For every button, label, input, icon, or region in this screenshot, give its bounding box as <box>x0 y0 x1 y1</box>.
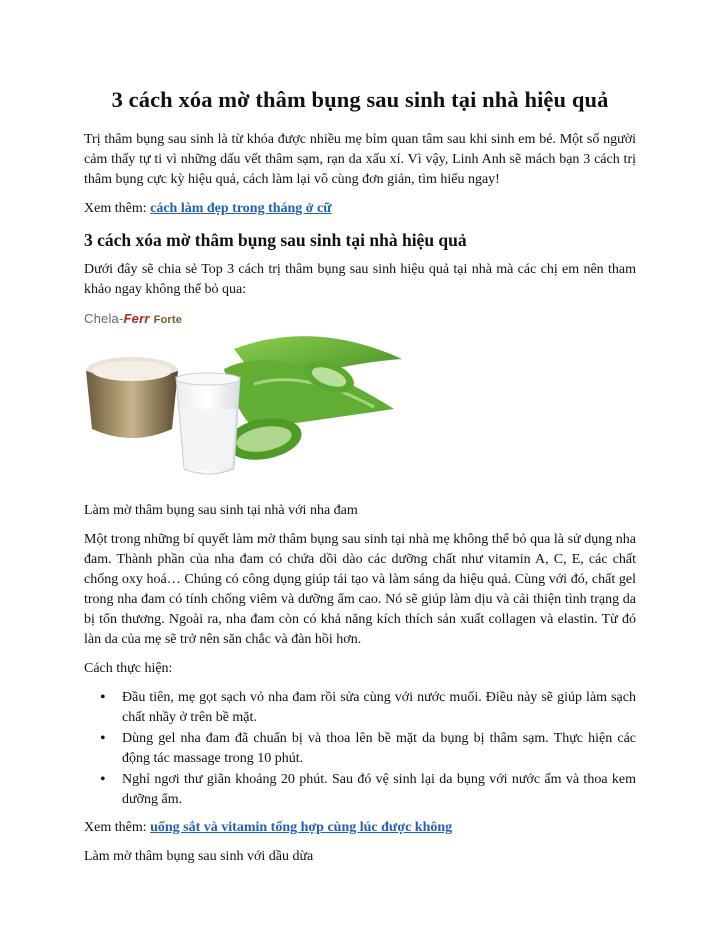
see-also-2 <box>84 818 636 838</box>
method1-steps-list <box>84 688 636 810</box>
method2-title: Làm mờ thâm bụng sau sinh với dầu dừa <box>84 849 314 864</box>
article-content <box>84 86 636 876</box>
see-also-1 <box>84 199 636 219</box>
intro-paragraph: Trị thâm bụng sau sinh là từ khóa được nhiều mẹ bỉm quan tâm sau khi sinh em bé. Một số người cảm thấy tự ti vì những dấu vết thâm sạm, rạn da xấu xí. Vì vậy, Linh Anh sẽ mách bạn 3 cách trị thâm bụng cực kỳ hiệu quả, cách làm lại vô cùng đơn giản, tìm hiểu ngay! <box>84 132 636 187</box>
see-also-prefix: Xem thêm: <box>84 201 151 216</box>
section-intro: Dưới đây sẽ chia sẻ Top 3 cách trị thâm bụng sau sinh hiệu quả tại nhà mà các chị em nên tham khảo ngay không thể bỏ qua: <box>84 262 636 297</box>
method1-title: Làm mờ thâm bụng sau sinh tại nhà với nha đam <box>84 503 358 518</box>
chela-ferr-logo <box>84 311 182 326</box>
list-item: • Dùng gel nha đam đã chuẩn bị và thoa lên bề mặt da bụng bị thâm sạm. Thực hiện các động tác massage trong 10 phút. <box>122 729 636 769</box>
list-item: • Nghỉ ngơi thư giãn khoảng 20 phút. Sau đó vệ sinh lại da bụng với nước ấm và thoa kem dưỡng ẩm. <box>122 770 636 810</box>
logo-text-ferr: Ferr <box>123 311 150 326</box>
aloe-illustration <box>84 309 406 483</box>
logo-text-forte: Forte <box>153 314 183 326</box>
page-title: 3 cách xóa mờ thâm bụng sau sinh tại nhà hiệu quả <box>111 87 609 112</box>
see-also-prefix: Xem thêm: <box>84 820 151 835</box>
method1-howto-label: Cách thực hiện: <box>84 661 173 676</box>
method1-body: Một trong những bí quyết làm mờ thâm bụng sau sinh tại nhà mẹ không thể bỏ qua là sử dụng nha đam. Thành phần của nha đam có chứa dồi dào các dưỡng chất như vitamin A, C, E, các chất chống oxy hoá… Chúng có công dụng giúp tái tạo và làm sáng da hiệu quả. Cùng với đó, chất gel trong nha đam có tính chống viêm và dưỡng ẩm cao. Nó sẽ giúp làm dịu và cải thiện tình trạng da bị tổn thương. Ngoài ra, nha đam còn có khả năng kích thích sản xuất collagen và elastin. Từ đó làn da của mẹ sẽ trở nên săn chắc và đàn hồi hơn. <box>84 532 636 647</box>
logo-text-chela: Chela- <box>84 311 124 326</box>
see-also-link-iron-vitamin[interactable]: uống sắt và vitamin tổng hợp cùng lúc được không <box>150 820 453 835</box>
section-heading: 3 cách xóa mờ thâm bụng sau sinh tại nhà hiệu quả <box>84 230 467 250</box>
aloe-vera-image <box>84 309 406 483</box>
list-item: • Đầu tiên, mẹ gọt sạch vỏ nha đam rồi sửa cùng với nước muối. Điều này sẽ giúp làm sạch chất nhầy ở trên bề mặt. <box>122 688 636 728</box>
see-also-link-beauty-confinement[interactable]: cách làm đẹp trong tháng ở cữ <box>150 201 332 216</box>
